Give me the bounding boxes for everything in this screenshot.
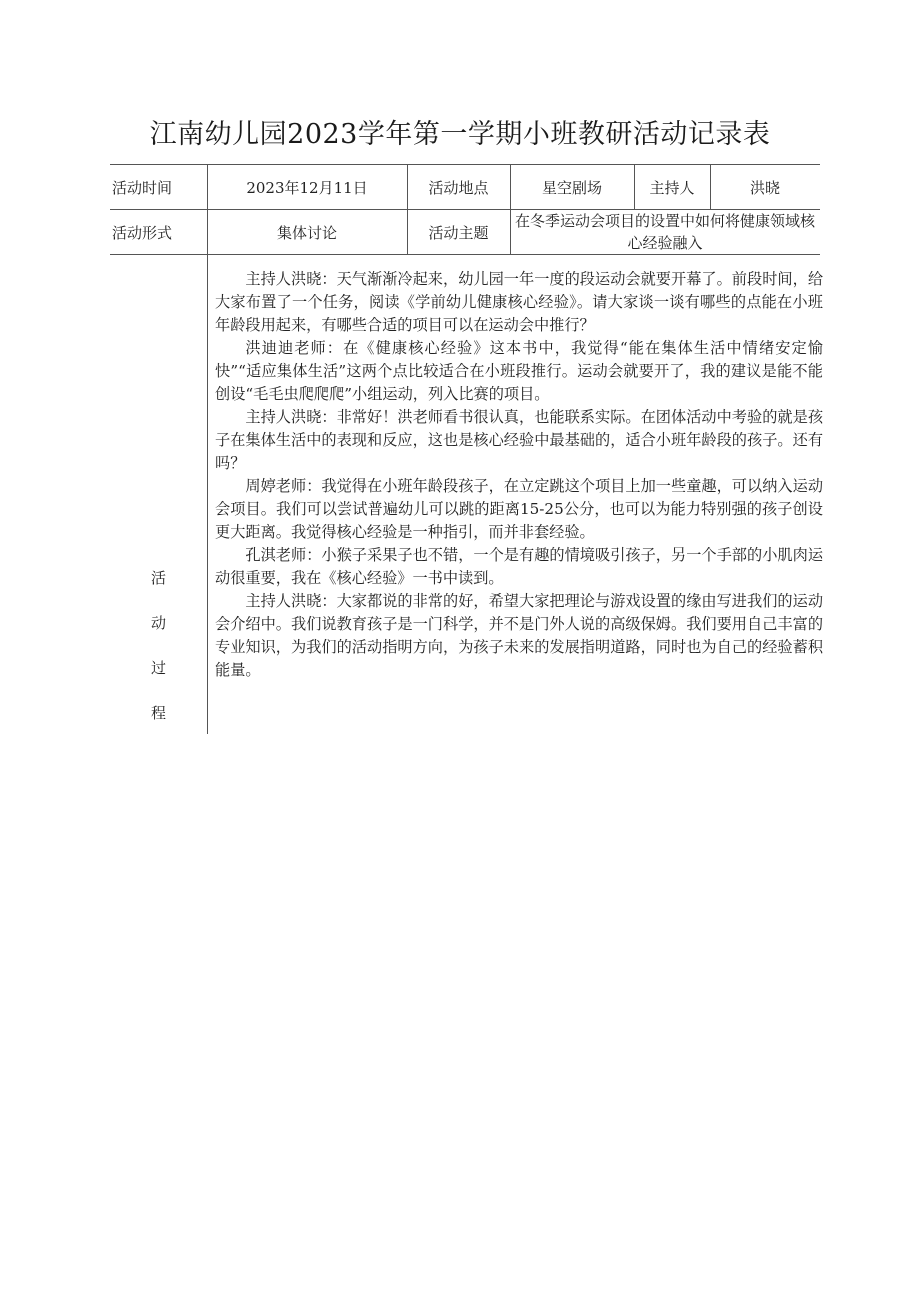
table-row-form: [110, 209, 820, 255]
place-value: 星空剧场: [541, 178, 602, 197]
process-paragraph: 孔淇老师：小猴子采果子也不错，一个是有趣的情境吸引孩子，另一个手部的小肌肉运动很重要，我在《核心经验》一书中读到。: [215, 546, 823, 587]
process-paragraph: 主持人洪晓：大家都说的非常的好，希望大家把理论与游戏设置的缘由写进我们的运动会介绍中。我们说教育孩子是一门科学，并不是门外人说的高级保姆。我们要用自己丰富的专业知识，为我们的活动指明方向，为孩子未来的发展指明道路，同时也为自己的经验蓄积能量。: [215, 592, 823, 679]
time-value: 2023年12月11日: [246, 178, 368, 197]
form-label: 活动形式: [112, 223, 173, 242]
form-value: 集体讨论: [276, 223, 337, 242]
record-table: [110, 164, 820, 255]
process-paragraph: 主持人洪晓：非常好！洪老师看书很认真，也能联系实际。在团体活动中考验的就是孩子在集体生活中的表现和反应，这也是核心经验中最基础的，适合小班年龄段的孩子。还有吗？: [215, 408, 823, 472]
process-label-char: 活: [150, 569, 166, 587]
table-row-time: [110, 164, 820, 209]
process-label-char: 过: [150, 659, 166, 677]
process-paragraph: 周婷老师：我觉得在小班年龄段孩子，在立定跳这个项目上加一些童趣，可以纳入运动会项目。我们可以尝试普遍幼儿可以跳的距离15-25公分，也可以为能力特别强的孩子创设更大距离。我觉得核心经验是一种指引，而并非套经验。: [215, 477, 823, 541]
page-title: 江南幼儿园2023学年第一学期小班教研活动记录表: [149, 119, 771, 150]
process-content: [215, 268, 823, 682]
process-label: [110, 563, 207, 743]
topic-value: 在冬季运动会项目的设置中如何将健康领域核心经验融入: [514, 212, 815, 252]
process-column: [110, 254, 208, 734]
process-paragraph: 主持人洪晓：天气渐渐冷起来，幼儿园一年一度的段运动会就要开幕了。前段时间，给大家布置了一个任务，阅读《学前幼儿健康核心经验》。请大家谈一谈有哪些的点能在小班年龄段用起来，有哪些合适的项目可以在运动会中推行？: [215, 270, 823, 334]
topic-label: 活动主题: [428, 223, 489, 242]
process-paragraph: 洪迪迪老师：在《健康核心经验》这本书中，我觉得“能在集体生活中情绪安定愉快”“适应集体生活”这两个点比较适合在小班段推行。运动会就要开了，我的建议是能不能创设“毛毛虫爬爬爬”小组运动，列入比赛的项目。: [215, 339, 823, 403]
place-label: 活动地点: [428, 178, 489, 197]
process-label-char: 动: [150, 614, 166, 632]
process-label-char: 程: [150, 704, 166, 722]
host-label: 主持人: [649, 178, 695, 197]
time-label: 活动时间: [112, 178, 173, 197]
host-value: 洪晓: [749, 178, 780, 197]
